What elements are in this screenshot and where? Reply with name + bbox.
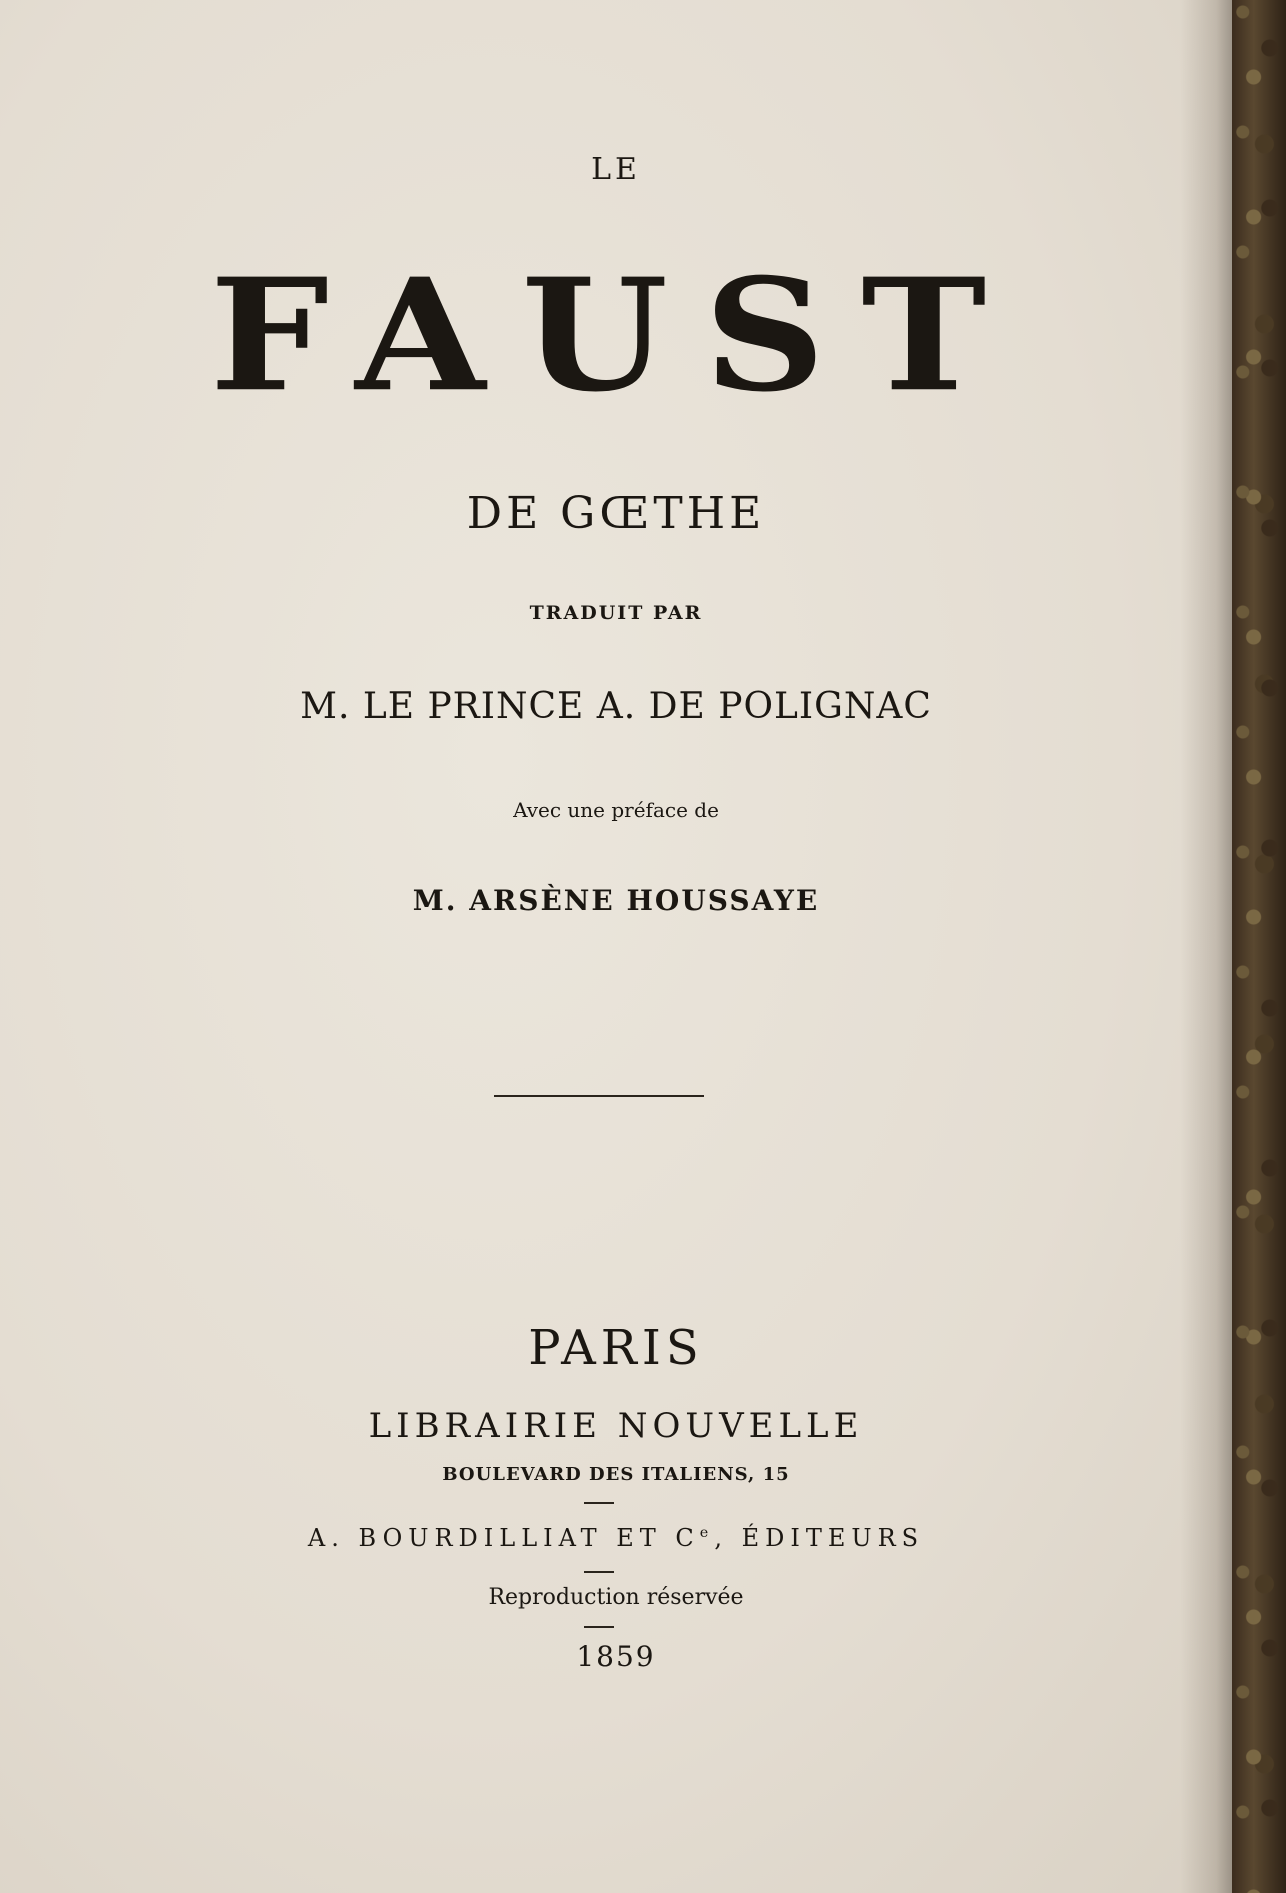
publication-city: PARIS xyxy=(528,1320,704,1376)
book-title: FAUST xyxy=(209,243,1023,427)
preface-author: M. ARSÈNE HOUSSAYE xyxy=(412,884,820,917)
publisher-address: BOULEVARD DES ITALIENS, 15 xyxy=(442,1464,790,1485)
editors-superscript: e xyxy=(699,1525,715,1541)
editors-prefix: A. BOURDILLIAT ET C xyxy=(307,1524,700,1552)
rights-notice: Reproduction réservée xyxy=(488,1585,744,1610)
title-divider xyxy=(494,1095,704,1097)
translated-by-label: TRADUIT PAR xyxy=(529,602,703,624)
preface-intro: Avec une préface de xyxy=(513,798,719,822)
title-article: LE xyxy=(591,152,641,187)
editors-line xyxy=(0,1524,1232,1552)
small-divider xyxy=(584,1502,614,1504)
small-divider xyxy=(584,1571,614,1573)
small-divider xyxy=(584,1626,614,1628)
gutter-shadow xyxy=(1180,0,1232,1893)
publication-year: 1859 xyxy=(576,1640,656,1673)
marbled-cover-edge xyxy=(1232,0,1286,1893)
publisher-name: LIBRAIRIE NOUVELLE xyxy=(368,1406,864,1446)
author-line: DE GŒTHE xyxy=(466,488,766,539)
translator-name: M. LE PRINCE A. DE POLIGNAC xyxy=(300,686,932,727)
editors-suffix: , ÉDITEURS xyxy=(714,1524,925,1552)
